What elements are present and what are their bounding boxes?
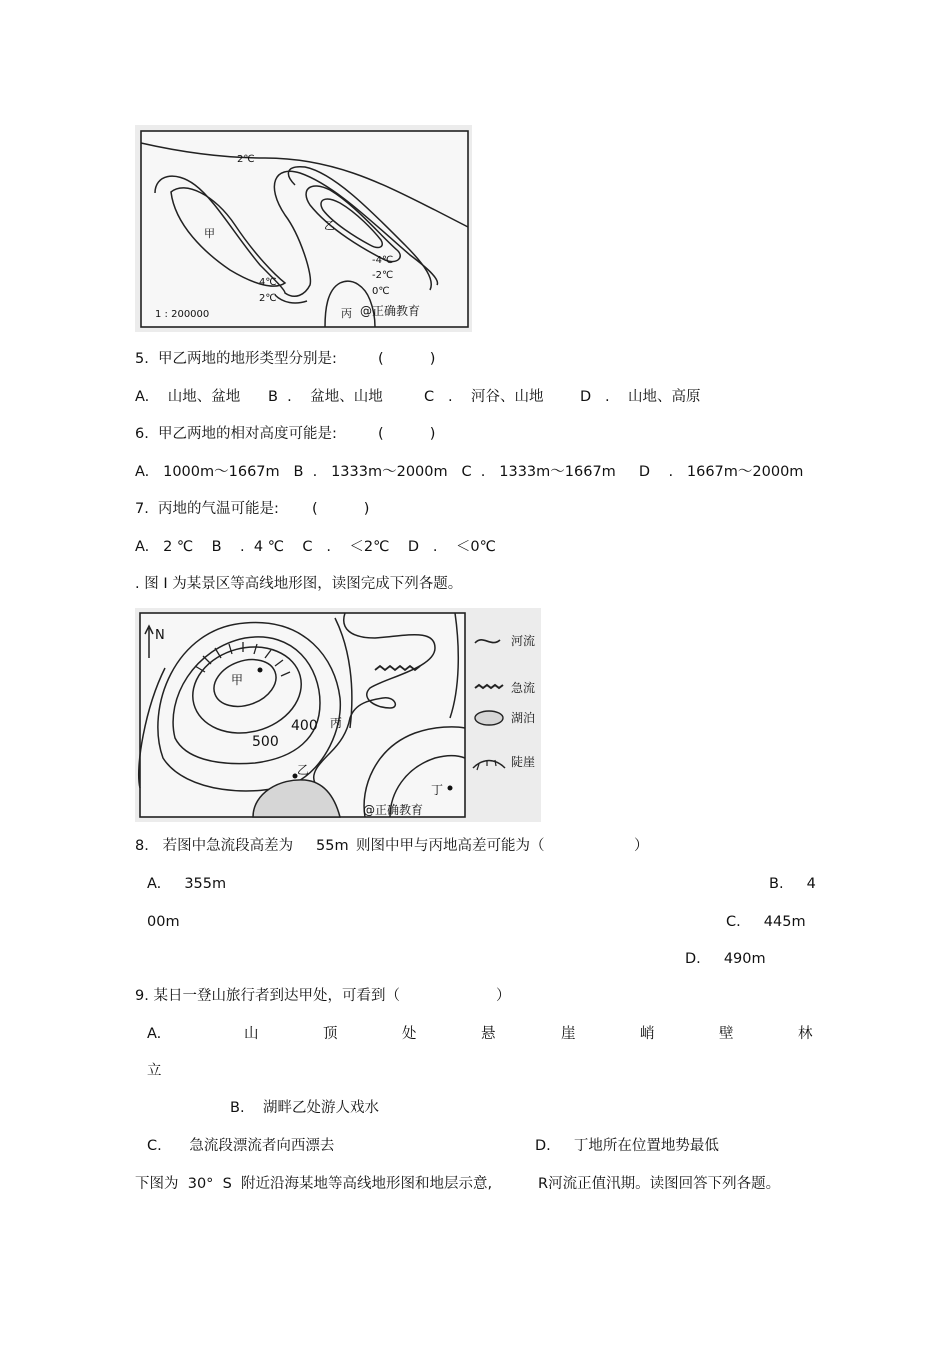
q9-option-a-char: 峭 xyxy=(640,1026,655,1042)
q9-option-a-char: 悬 xyxy=(481,1026,496,1042)
isotherm-label-0: 0℃ xyxy=(372,286,390,297)
q6-stem: 6. 甲乙两地的相对高度可能是: xyxy=(135,426,337,442)
legend-river-label: 河流 xyxy=(511,634,536,648)
legend-rapids-label: 急流 xyxy=(511,681,536,695)
label-ding: 丁 xyxy=(431,783,444,797)
isotherm-label-4: 4℃ xyxy=(259,277,277,288)
intro-figure2: . 图 I 为某景区等高线地形图，读图完成下列各题。 xyxy=(135,576,463,592)
q9-option-a-char: 林 xyxy=(798,1026,813,1042)
intro-figure3-a: 下图为 30° S 附近沿海某地等高线地形图和地层示意, xyxy=(135,1176,493,1192)
q8-stem-c: 则图中甲与丙地高差可能为（ xyxy=(356,838,545,854)
isotherm-label-m2: -2℃ xyxy=(372,270,394,281)
q5-paren: ( ) xyxy=(378,351,436,367)
watermark: @正确教育 xyxy=(360,304,421,318)
q5-option-c: C . 河谷、山地 xyxy=(424,389,544,405)
q8-option-d: D. 490m xyxy=(685,951,766,967)
intro-figure3-b: R河流正值汛期。读图回答下列各题。 xyxy=(538,1176,781,1192)
q9-option-c: C. 急流段漂流者向西漂去 xyxy=(147,1138,335,1154)
q9-option-d: D. 丁地所在位置地势最低 xyxy=(535,1138,719,1154)
label-yi: 乙 xyxy=(297,763,310,777)
q7-options: A. 2 ℃ B . 4 ℃ C . ＜2℃ D . ＜0℃ xyxy=(135,539,496,555)
q8-option-b-part1: B. 4 xyxy=(769,876,816,892)
scale-label: 1 : 200000 xyxy=(155,309,210,320)
label-bing: 丙 xyxy=(330,716,343,730)
q8-stem-b: 55m xyxy=(316,838,349,854)
q9-stem: 9. 某日一登山旅行者到达甲处，可看到（ xyxy=(135,988,400,1004)
q9-option-a-label: A. xyxy=(147,1026,162,1042)
legend-lake-label: 湖泊 xyxy=(511,711,536,725)
watermark: @正确教育 xyxy=(363,803,424,817)
q9-paren-close: ） xyxy=(496,988,511,1004)
q9-option-b: B. 湖畔乙处游人戏水 xyxy=(230,1100,379,1116)
isotherm-label-top: 2℃ xyxy=(237,154,255,165)
label-jia: 甲 xyxy=(204,227,215,240)
q5-option-d: D . 山地、高原 xyxy=(580,389,701,405)
contour-map xyxy=(135,608,541,822)
q9-option-a-char: 壁 xyxy=(719,1026,734,1042)
q7-paren: ( ) xyxy=(312,501,370,517)
q8-paren-close: ） xyxy=(634,838,649,854)
contour-figure xyxy=(135,608,541,822)
q7-stem: 7. 丙地的气温可能是: xyxy=(135,501,279,517)
contour-label-400: 400 xyxy=(291,718,318,734)
q8-stem-a: 8. 若图中急流段高差为 xyxy=(135,838,294,854)
q8-option-a: A. 355m xyxy=(147,876,227,892)
north-label: N xyxy=(155,628,165,643)
q8-option-c: C. 445m xyxy=(726,914,806,930)
q6-paren: ( ) xyxy=(378,426,436,442)
q9-option-a-char: 顶 xyxy=(323,1026,338,1042)
q5-option-a: A. 山地、盆地 xyxy=(135,389,241,405)
q5-stem: 5. 甲乙两地的地形类型分别是: xyxy=(135,351,337,367)
label-yi: 乙 xyxy=(324,219,335,232)
q8-option-b-part2: 00m xyxy=(147,914,180,930)
q9-option-a-char: 山 xyxy=(244,1026,259,1042)
isotherm-figure xyxy=(135,125,472,332)
isotherm-label-m4: -4℃ xyxy=(372,255,394,266)
isotherm-label-2: 2℃ xyxy=(259,293,277,304)
label-bing: 丙 xyxy=(341,307,352,320)
q9-option-a-tail: 立 xyxy=(147,1063,162,1079)
label-jia: 甲 xyxy=(231,673,244,687)
q5-option-b: B . 盆地、山地 xyxy=(268,389,383,405)
contour-label-500: 500 xyxy=(252,734,279,750)
q9-option-a-char: 崖 xyxy=(561,1026,576,1042)
q6-options: A. 1000m～1667m B . 1333m～2000m C . 1333m～1667m D . 1667m～2000m xyxy=(135,464,804,480)
isotherm-map xyxy=(135,125,472,332)
q9-option-a-char: 处 xyxy=(402,1026,417,1042)
legend-cliff-label: 陡崖 xyxy=(511,755,536,769)
